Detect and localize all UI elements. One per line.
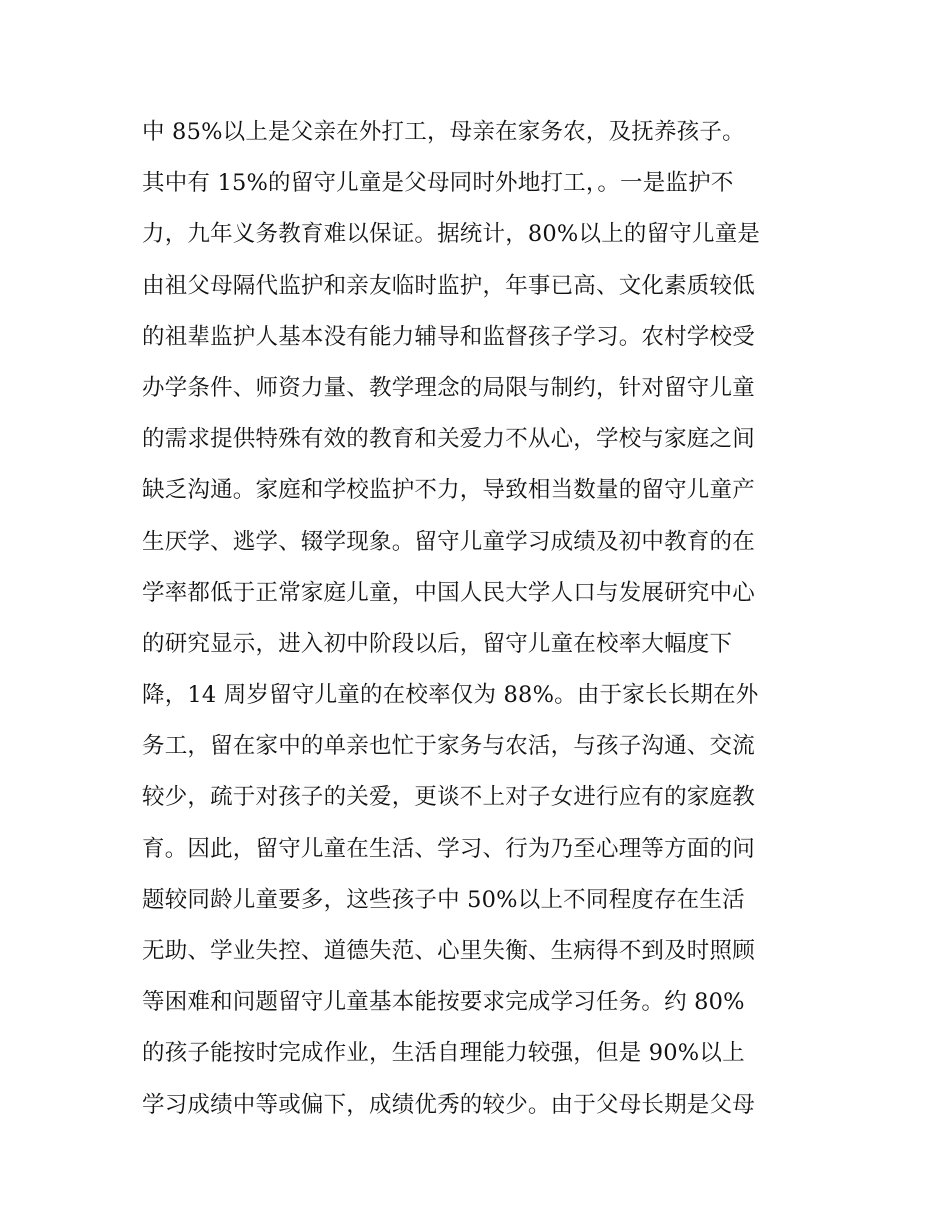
text-line: 较少，疏于对孩子的关爱，更谈不上对子女进行应有的家庭教	[142, 784, 755, 811]
text-line: 的需求提供特殊有效的教育和关爱力不从心，学校与家庭之间	[142, 426, 755, 453]
text-line: 的研究显示，进入初中阶段以后，留守儿童在校率大幅度下	[142, 630, 733, 657]
text-line: 力，九年义务教育难以保证。据统计，80%以上的留守儿童是	[142, 221, 761, 248]
text-line: 学率都低于正常家庭儿童，中国人民大学人口与发展研究中心	[142, 579, 755, 606]
text-line: 生厌学、逃学、辍学现象。留守儿童学习成绩及初中教育的在	[142, 528, 755, 555]
text-line: 务工，留在家中的单亲也忙于家务与农活，与孩子沟通、交流	[142, 733, 755, 760]
text-line: 学习成绩中等或偏下，成绩优秀的较少。由于父母长期是父母	[142, 1091, 755, 1118]
text-line: 缺乏沟通。家庭和学校监护不力，导致相当数量的留守儿童产	[142, 477, 755, 504]
text-line: 其中有 15%的留守儿童是父母同时外地打工，。一是监护不	[142, 170, 734, 197]
text-line: 的祖辈监护人基本没有能力辅导和监督孩子学习。农村学校受	[142, 323, 755, 350]
text-line: 等困难和问题留守儿童基本能按要求完成学习任务。约 80%	[142, 989, 745, 1016]
text-line: 中 85%以上是父亲在外打工，母亲在家务农，及抚养孩子。	[142, 119, 745, 145]
body-text	[142, 107, 822, 1131]
text-line: 题较同龄儿童要多，这些孩子中 50%以上不同程度存在生活	[142, 886, 745, 913]
text-line: 由祖父母隔代监护和亲友临时监护，年事已高、文化素质较低	[142, 272, 755, 299]
text-line: 育。因此，留守儿童在生活、学习、行为乃至心理等方面的问	[142, 835, 755, 862]
text-line: 办学条件、师资力量、教学理念的局限与制约，针对留守儿童	[142, 374, 755, 401]
text-line: 的孩子能按时完成作业，生活自理能力较强，但是 90%以上	[142, 1040, 745, 1067]
text-line: 无助、学业失控、道德失范、心里失衡、生病得不到及时照顾	[142, 938, 755, 964]
text-line: 降，14 周岁留守儿童的在校率仅为 88%。由于家长长期在外	[142, 682, 759, 709]
